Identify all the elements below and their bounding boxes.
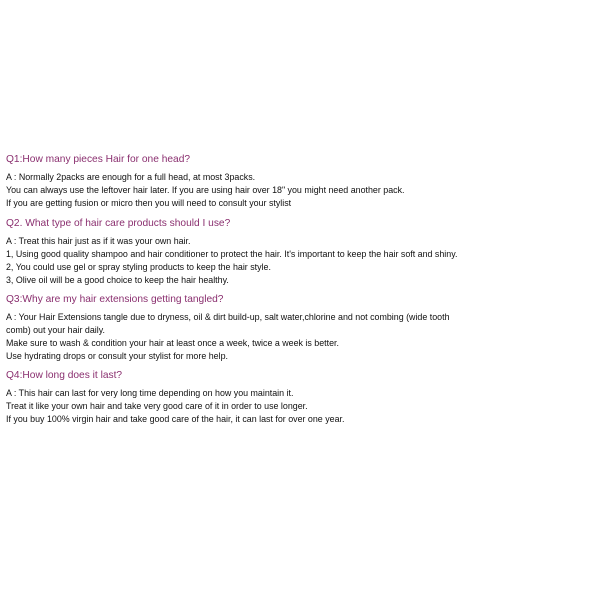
answer-line: 2, You could use gel or spray styling products to keep the hair style.: [6, 262, 271, 272]
answer-line: A : Treat this hair just as if it was your own hair.: [6, 236, 191, 246]
answer-line: A : Normally 2packs are enough for a full head, at most 3packs.: [6, 172, 256, 182]
answer-line: You can always use the leftover hair later. If you are using hair over 18" you might need another pack.: [6, 185, 405, 195]
answer-line: Use hydrating drops or consult your stylist for more help.: [6, 351, 228, 361]
answer-line: 3, Olive oil will be a good choice to keep the hair healthy.: [6, 275, 229, 285]
answer-text: [6, 171, 594, 210]
faq-section: [6, 153, 594, 432]
question-heading: Q1:How many pieces Hair for one head?: [6, 154, 191, 165]
question-heading: Q2. What type of hair care products should I use?: [6, 218, 231, 229]
question-heading: Q3:Why are my hair extensions getting tangled?: [6, 294, 224, 305]
faq-item-q3: [6, 293, 594, 363]
answer-line: If you are getting fusion or micro then you will need to consult your stylist: [6, 198, 292, 208]
answer-line: If you buy 100% virgin hair and take good care of the hair, it can last for over one year.: [6, 414, 345, 424]
answer-line: Make sure to wash & condition your hair at least once a week, twice a week is better.: [6, 338, 339, 348]
question-heading: Q4:How long does it last?: [6, 370, 123, 381]
answer-text: [6, 235, 594, 287]
answer-line: 1, Using good quality shampoo and hair conditioner to protect the hair. It's important to keep the hair soft and shiny.: [6, 249, 458, 259]
answer-line: A : Your Hair Extensions tangle due to dryness, oil & dirt build-up, salt water,chlorine and not combing (wide tooth comb) out your hair daily.: [6, 312, 450, 335]
answer-text: [6, 311, 594, 363]
answer-line: Treat it like your own hair and take very good care of it in order to use longer.: [6, 401, 308, 411]
faq-item-q2: [6, 217, 594, 287]
faq-item-q1: [6, 153, 594, 210]
answer-line: A : This hair can last for very long time depending on how you maintain it.: [6, 388, 294, 398]
faq-item-q4: [6, 369, 594, 426]
answer-text: [6, 387, 594, 426]
